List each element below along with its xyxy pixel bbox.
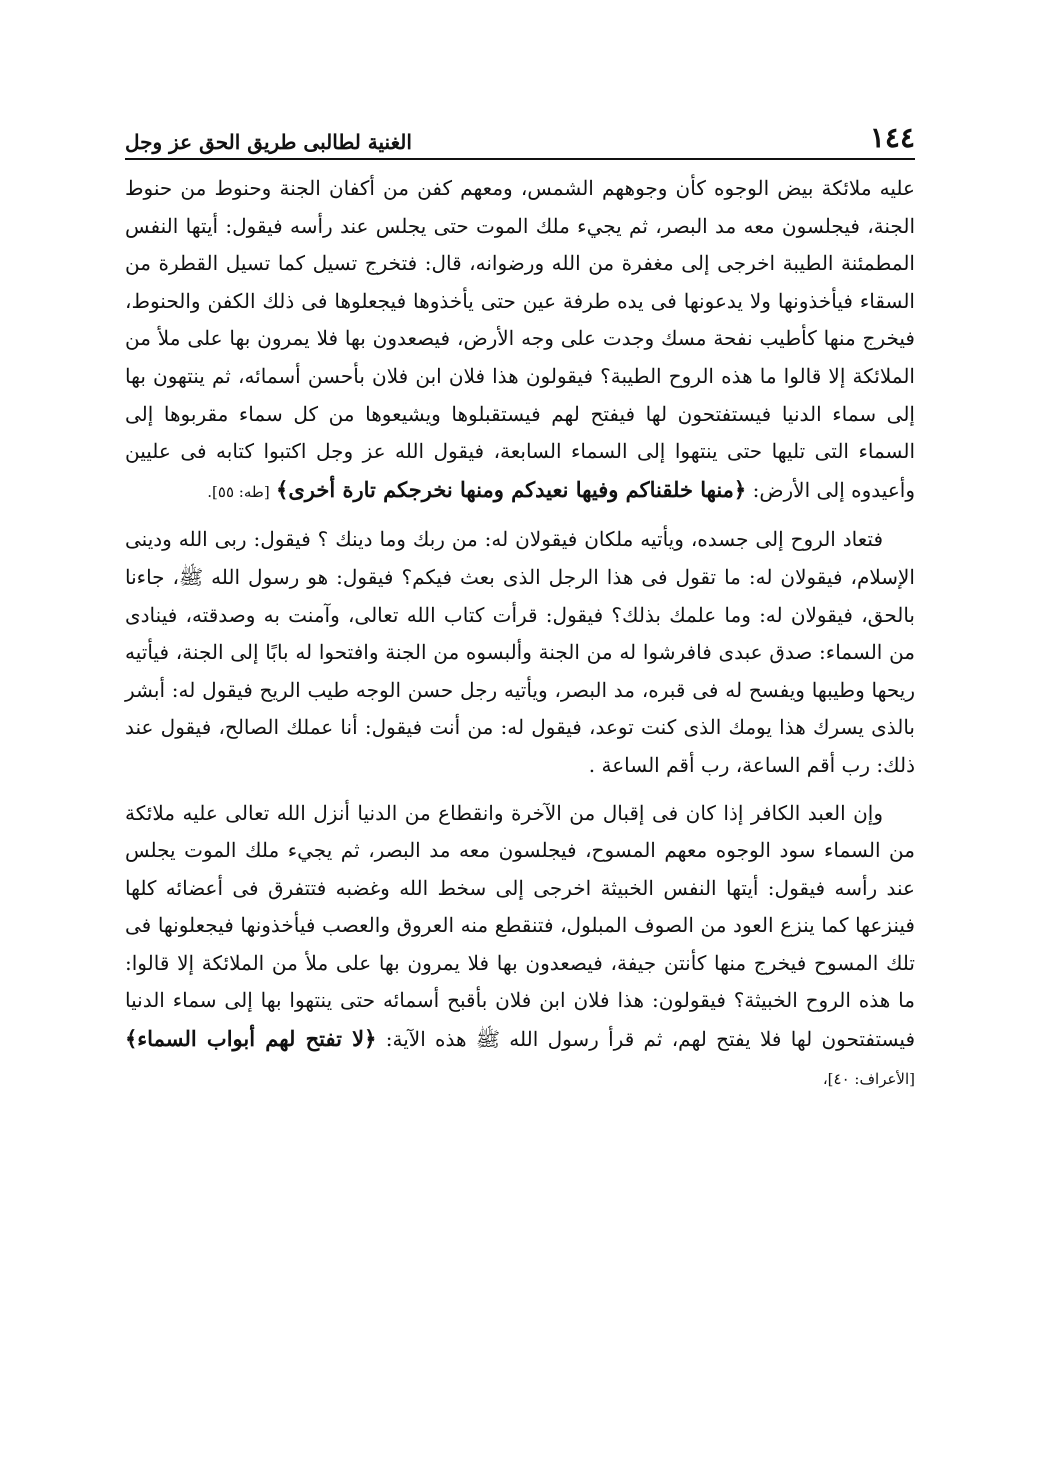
paragraph-text: عليه ملائكة بيض الوجوه كأن وجوههم الشمس، ومعهم كفن من أكفان الجنة وحنوط من حنوط الجنة، فيجلسون معه مد البصر، ثم يجيء ملك الموت حتى يجلس عند رأسه فيقول: أيتها النفس المطمئنة الطيبة اخرجى إلى مغفرة من الله ورضوانه، قال: فتخرج تسيل كما تسيل القطرة من السقاء فيأخذونها ولا يدعونها فى يده طرفة عين حتى يأخذوها فيجعلوها فى ذلك الكفن والحنوط، فيخرج منها كأطيب نفحة مسك وجدت على وجه الأرض، فيصعدون بها فلا يمرون بها على ملأ من الملائكة إلا قالوا ما هذه الروح الطيبة؟ فيقولون هذا فلان ابن فلان بأحسن أسمائه، ثم ينتهون بها إلى سماء الدنيا فيستفتحون لها فيفتح لهم فيستقبلوها ويشيعوها من كل سماء مقربوها إلى السماء التى تليها حتى ينتهوا إلى السماء السابعة، فيقول الله عز وجل اكتبوا كتابه فى عليين وأعيدوه إلى الأرض: <box>125 176 915 502</box>
paragraph-text: فتعاد الروح إلى جسده، ويأتيه ملكان فيقولان له: من ربك وما دينك ؟ فيقول: ربى الله ودينى الإسلام، فيقولان له: ما تقول فى هذا الرجل الذى بعث فيكم؟ فيقول: هو رسول الله ﷺ، جاءنا بالحق، فيقولان له: وما علمك بذلك؟ فيقول: قرأت كتاب الله تعالى، وآمنت به وصدقته، فينادى من السماء: صدق عبدى فافرشوا له من الجنة وألبسوه من الجنة وافتحوا له بابًا إلى الجنة، فيأتيه ريحها وطيبها ويفسح له فى قبره، مد البصر، ويأتيه رجل حسن الوجه طيب الريح فيقول له: أبشر بالذى يسرك هذا يومك الذى كنت توعد، فيقول له: من أنت فيقول: أنا عملك الصالح، فيقول عند ذلك: رب أقم الساعة، رب أقم الساعة . <box>125 527 915 777</box>
verse-reference: [الأعراف: ٤٠]، <box>822 1069 915 1088</box>
quran-verse: ﴿منها خلقناكم وفيها نعيدكم ومنها نخرجكم تارة أخرى﴾ <box>276 476 747 502</box>
quran-verse: ﴿لا تفتح لهم أبواب السماء﴾ <box>125 1026 377 1052</box>
paragraph-1 <box>125 170 915 511</box>
body-text <box>125 170 915 1098</box>
page-header <box>125 118 915 160</box>
paragraph-text: وإن العبد الكافر إذا كان فى إقبال من الآخرة وانقطاع من الدنيا أنزل الله تعالى عليه ملائكة من السماء سود الوجوه معهم المسوح، فيجلسون معه مد البصر، ثم يجيء ملك الموت يجلس عند رأسه فيقول: أيتها النفس الخبيثة اخرجى إلى سخط الله وغضبه فتتفرق فى أعضائه كلها فينزعها كما ينزع العود من الصوف المبلول، فتنقطع منه العروق والعصب فيأخذونها فيجعلونها فى تلك المسوح فيخرج منها كأنتن جيفة، فيصعدون بها فلا يمرون بها على ملأ من الملائكة إلا قالوا: ما هذه الروح الخبيثة؟ فيقولون: هذا فلان ابن فلان بأقبح أسمائه حتى ينتهوا بها إلى سماء الدنيا فيستفتحون لها فلا يفتح لهم، ثم قرأ رسول الله ﷺ هذه الآية: <box>125 800 916 1052</box>
page-number: ١٤٤ <box>869 121 915 154</box>
verse-reference: [طه: ٥٥]. <box>207 482 270 501</box>
paragraph-3 <box>125 795 915 1099</box>
running-title: الغنية لطالبى طريق الحق عز وجل <box>125 130 412 154</box>
paragraph-2 <box>125 521 915 784</box>
